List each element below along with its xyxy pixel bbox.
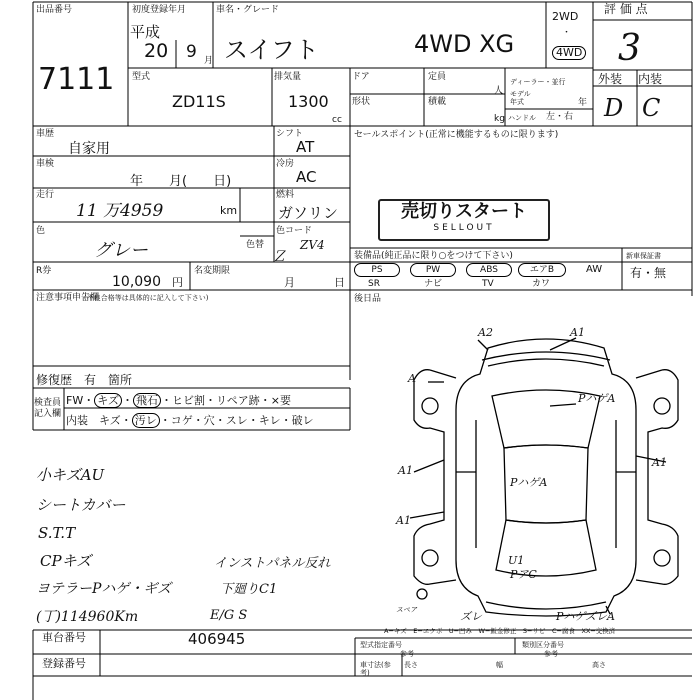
km-unit: km (220, 204, 238, 217)
damage-legend: A−キズ E−エクボ U−凹み W−鈑金修正 S−サビ C−腐食 XX−交換済 (384, 627, 616, 635)
car-damage-diagram (396, 320, 692, 625)
hand-note-5: ヨテラーPハゲ・ギズ (36, 581, 172, 597)
handle-value: 左・右 (546, 112, 574, 122)
interior-cut: キレ (258, 414, 281, 427)
class-label: 類別区分番号 (522, 641, 564, 649)
dmg-mark-7: PハゲA (510, 476, 548, 489)
inspector-chip: 飛石 (133, 393, 161, 408)
stamp-sub: SELLOUT (433, 223, 495, 233)
load-label: 積載 (428, 97, 447, 107)
dims-label: 車寸法(参考) (360, 661, 391, 677)
drive-4wd: 4WD (552, 46, 586, 60)
dmg-mark-4: PハゲA (578, 392, 616, 405)
hand-note-6: (丁)114960Km (36, 609, 139, 625)
equip-airbag: エアB (518, 263, 566, 277)
person-unit: 人 (494, 86, 504, 96)
interior-scratch: キズ (99, 414, 121, 427)
hand-note-3: S.T.T (38, 524, 76, 542)
handle-label: ハンドル (508, 114, 536, 122)
model-label: 型式 (132, 72, 151, 82)
equip-sr: SR (368, 279, 380, 289)
wheel-fr (654, 398, 670, 414)
mileage: 11 万4959 (76, 201, 164, 221)
dmg-mark-6: A1 (652, 456, 667, 469)
rear-items-label: 後日品 (354, 294, 382, 304)
inspector-need: ×要 (270, 394, 291, 407)
era: 平成 (130, 23, 161, 41)
plate-day: 日 (334, 276, 345, 289)
fuel-label: 燃料 (276, 190, 295, 200)
model-year-label: モデル年式 (510, 90, 531, 106)
interior-hole: 穴 (203, 414, 215, 427)
color-label: 色 (36, 226, 46, 236)
dmg-mark-10: PアC (510, 568, 537, 581)
inspection-label: 車検 (36, 159, 55, 169)
inspector-scratch: キズ (94, 393, 122, 408)
grade: 4WD XG (414, 30, 515, 58)
dmg-mark-11: スペア (396, 606, 417, 614)
color: グレー (94, 240, 148, 261)
drive-2wd: 2WD (552, 10, 579, 23)
interior-tear: 破レ (291, 414, 314, 427)
inspector-crack: ヒビ割 (172, 394, 205, 407)
shift-label: シフト (276, 129, 304, 139)
chassis-number: 406945 (188, 630, 246, 648)
displacement-label: 排気量 (274, 72, 302, 82)
reg-month: 9 (186, 42, 197, 62)
inspector-fw: FW (66, 394, 84, 407)
month-unit: 月 (204, 56, 214, 66)
score: 3 (618, 28, 641, 69)
width-label: 幅 (496, 661, 503, 669)
hand-note-right-2: 下廻りC1 (220, 582, 278, 597)
chassis-label: 車台番号 (42, 631, 86, 644)
dmg-mark-12: ズレ (460, 610, 482, 623)
interior-burn: コゲ (170, 414, 193, 427)
hand-note-4: CPキズ (40, 552, 92, 570)
interior-label: 内装 (638, 72, 663, 86)
exterior-label: 外装 (598, 72, 623, 86)
equip-abs: ABS (466, 263, 512, 277)
drive-sep: ・ (562, 28, 572, 38)
plate-expiry-label: 名変期限 (194, 266, 231, 276)
first-reg-label: 初度登録年月 (132, 5, 187, 15)
cc-unit: cc (332, 115, 342, 125)
year-unit: 年 (578, 98, 588, 108)
dmg-mark-2: A1 (570, 326, 585, 339)
interior-label-2: 内装 (66, 414, 88, 427)
shape-label: 形状 (352, 97, 371, 107)
inspector-row-1: FW・ キズ ・ 飛石 ・ヒビ割・リペア跡・×要 (66, 394, 291, 407)
equipment-label: 装備品(純正品に限り○をつけて下さい) (354, 251, 513, 261)
color-change-label: 色替 (246, 240, 265, 250)
door-label: ドア (352, 72, 370, 82)
equip-ps: PS (354, 263, 400, 277)
color-code-label: 色コード (276, 226, 313, 236)
hand-note-1: 小キズAU (36, 466, 105, 484)
dmg-mark-5: A1 (398, 464, 413, 477)
lot-number-label: 出品番号 (36, 5, 73, 15)
inspection: 年 月( 日) (130, 174, 232, 189)
aircon-label: 冷房 (276, 159, 295, 169)
caution-sub: (不良合格等は具体的に記入して下さい) (84, 294, 209, 302)
interior-grade: C (642, 94, 661, 122)
wheel-fl (422, 398, 438, 414)
new-manual-value: 有・無 (630, 266, 667, 280)
interior-wear: スレ (225, 414, 248, 427)
car-name: スイフト (224, 36, 319, 64)
hand-note-right-1: インストパネル反れ (214, 556, 331, 571)
plate-month: 月 (284, 276, 295, 289)
fuel: ガソリン (278, 204, 339, 222)
sales-points-label: セールスポイント(正常に機能するものに限ります) (354, 130, 559, 140)
inspector-label: 検査員記入欄 (34, 398, 62, 419)
car-name-label: 車名・グレード (216, 5, 280, 15)
type-spec-sub: 参考 (400, 650, 414, 658)
hand-note-right-3: E/G S (210, 608, 248, 623)
equip-leather: カワ (532, 279, 551, 289)
score-label: 評 価 点 (604, 2, 648, 16)
capacity-label: 定員 (428, 72, 447, 82)
dmg-mark-3: A (408, 372, 416, 385)
interior-stain: 汚レ (132, 413, 160, 428)
kg-unit: kg (494, 114, 505, 124)
caution-label: 注意事項申告欄 (36, 293, 100, 303)
model: ZD11S (172, 92, 226, 111)
reg-number-label: 登録番号 (42, 657, 86, 670)
height-label: 高さ (592, 661, 606, 669)
dmg-mark-13: PハゲズレA (556, 610, 615, 623)
displacement: 1300 (288, 92, 329, 111)
rear-bumper (486, 602, 606, 609)
new-manual-label: 新車保証書 (626, 252, 661, 260)
shift: AT (296, 138, 315, 156)
purpose-label: 車歴 (36, 129, 55, 139)
recycle-amount: 10,090 (112, 274, 161, 290)
exterior-grade: D (604, 94, 624, 122)
wheel-rr (654, 550, 670, 566)
recycle-label: R券 (36, 266, 52, 276)
hand-note-2: シートカバー (36, 496, 126, 514)
inspector-repair: リペア跡 (216, 394, 260, 407)
equip-tv: TV (482, 279, 494, 289)
purpose: 自家用 (68, 141, 110, 157)
class-sub: 参考 (544, 650, 558, 658)
equip-aw: AW (586, 264, 603, 275)
type-spec-label: 型式指定番号 (360, 641, 402, 649)
reg-year: 20 (144, 40, 169, 62)
wheel-rl (422, 550, 438, 566)
equip-pw: PW (410, 263, 456, 277)
color-code: ZV4 (300, 238, 325, 252)
spare-tire (417, 589, 427, 599)
length-label: 長さ (404, 661, 418, 669)
repair-history: 修復歴 有 箇所 (36, 373, 133, 387)
aircon: AC (296, 168, 317, 186)
inspector-row-2: 内装 キズ・ 汚レ ・コゲ・穴・スレ・キレ・破レ (66, 414, 314, 427)
color-change: Ｚ (272, 249, 286, 265)
dmg-mark-8: A1 (396, 514, 411, 527)
dmg-mark-1: A2 (478, 326, 493, 339)
stamp-text: 売切りスタート (401, 201, 527, 222)
dealer-label: ディーラー・並行 (510, 78, 566, 86)
lot-number: 7111 (38, 62, 115, 97)
dmg-mark-9: U1 (508, 554, 525, 567)
mileage-label: 走行 (36, 190, 55, 200)
yen-unit: 円 (172, 276, 183, 289)
equip-navi: ナビ (424, 279, 443, 289)
